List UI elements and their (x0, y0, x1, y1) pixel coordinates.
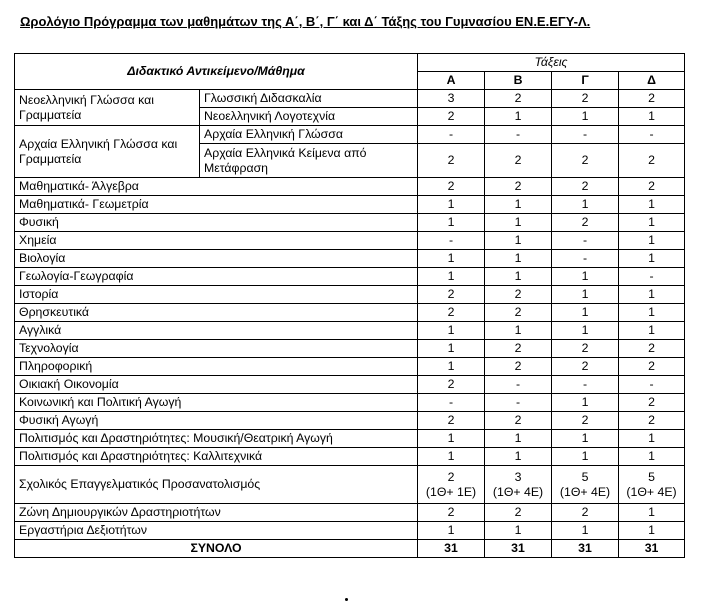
hours-cell: 2 (418, 376, 485, 394)
hours-note: (1Θ+ 4Ε) (559, 484, 611, 499)
hours-cell: 2 (552, 144, 619, 178)
hours-cell (619, 466, 685, 504)
hours-cell: 1 (485, 448, 552, 466)
subject-name: Κοινωνική και Πολιτική Αγωγή (15, 394, 418, 412)
table-row (15, 178, 685, 196)
table-row (15, 232, 685, 250)
total-cell: 31 (619, 540, 685, 558)
subject-name: Πολιτισμός και Δραστηριότητες: Καλλιτεχνικά (15, 448, 418, 466)
table-row (15, 394, 685, 412)
subject-name: Ζώνη Δημιουργικών Δραστηριοτήτων (15, 504, 418, 522)
hours-note: (1Θ+ 1Ε) (425, 484, 477, 499)
hours-cell: 1 (485, 322, 552, 340)
subject-name: Πληροφορική (15, 358, 418, 376)
hours-cell: 1 (485, 250, 552, 268)
table-row (15, 250, 685, 268)
hours-cell: 2 (485, 358, 552, 376)
hours-cell: - (485, 126, 552, 144)
classes-header: Τάξεις (418, 54, 685, 72)
table-row (15, 504, 685, 522)
table-row (15, 376, 685, 394)
sub-subject-name: Αρχαία Ελληνική Γλώσσα (200, 126, 418, 144)
table-row (15, 412, 685, 430)
hours-cell: 1 (619, 522, 685, 540)
hours-cell: 2 (485, 178, 552, 196)
hours-cell: 1 (418, 522, 485, 540)
hours-cell: 1 (552, 108, 619, 126)
subject-name: Θρησκευτικά (15, 304, 418, 322)
hours-cell: 1 (619, 196, 685, 214)
hours-cell: 2 (552, 358, 619, 376)
hours-cell: 2 (552, 178, 619, 196)
subject-name: Οικιακή Οικονομία (15, 376, 418, 394)
hours-cell: 1 (552, 430, 619, 448)
table-row (15, 430, 685, 448)
subject-name: Σχολικός Επαγγελματικός Προσανατολισμός (15, 466, 418, 504)
table-row (15, 466, 685, 504)
hours-cell: 1 (485, 196, 552, 214)
hours-cell: 1 (485, 232, 552, 250)
hours-cell: 1 (418, 358, 485, 376)
table-row (15, 268, 685, 286)
hours-cell: 1 (552, 394, 619, 412)
group-name: Νεοελληνική Γλώσσα και Γραμματεία (15, 90, 200, 126)
hours-cell (552, 466, 619, 504)
hours-cell: 2 (418, 412, 485, 430)
hours-cell: 2 (485, 286, 552, 304)
footer-dot (345, 598, 348, 601)
hours-cell: 2 (418, 304, 485, 322)
hours-cell: 2 (485, 304, 552, 322)
table-row (15, 522, 685, 540)
hours-note: (1Θ+ 4Ε) (492, 484, 544, 499)
total-label: ΣΥΝΟΛΟ (15, 540, 418, 558)
subject-name: Πολιτισμός και Δραστηριότητες: Μουσική/Θεατρική Αγωγή (15, 430, 418, 448)
hours-note: (1Θ+ 4Ε) (626, 484, 677, 499)
hours-cell: 1 (418, 448, 485, 466)
hours-cell (418, 466, 485, 504)
table-row (15, 322, 685, 340)
hours-value: 5 (581, 469, 589, 484)
hours-cell: 1 (619, 214, 685, 232)
subject-name: Μαθηματικά- Άλγεβρα (15, 178, 418, 196)
page-title: Ωρολόγιο Πρόγραμμα των μαθημάτων της Α΄, Β΄, Γ΄ και Δ΄ Τάξης του Γυμνασίου ΕΝ.Ε.ΕΓΥ-Λ. (20, 14, 591, 29)
table-row (15, 358, 685, 376)
hours-cell: - (552, 232, 619, 250)
hours-cell: 1 (485, 108, 552, 126)
hours-cell: - (418, 394, 485, 412)
hours-cell: 1 (485, 522, 552, 540)
hours-cell: 2 (485, 340, 552, 358)
subject-name: Βιολογία (15, 250, 418, 268)
hours-cell: 1 (619, 304, 685, 322)
hours-cell: - (619, 268, 685, 286)
header-row (15, 54, 685, 72)
hours-value: 5 (648, 469, 655, 484)
hours-value: 2 (447, 469, 455, 484)
hours-cell: 1 (485, 268, 552, 286)
subject-name: Εργαστήρια Δεξιοτήτων (15, 522, 418, 540)
hours-cell: 2 (485, 90, 552, 108)
hours-cell: - (619, 126, 685, 144)
subject-name: Ιστορία (15, 286, 418, 304)
table-row (15, 448, 685, 466)
hours-cell: 2 (418, 178, 485, 196)
table-row (15, 90, 685, 108)
table-row (15, 214, 685, 232)
hours-cell (485, 466, 552, 504)
subject-name: Φυσική (15, 214, 418, 232)
hours-cell: 1 (552, 286, 619, 304)
hours-cell: 2 (418, 108, 485, 126)
hours-cell: - (552, 126, 619, 144)
hours-value: 3 (514, 469, 522, 484)
hours-cell: 2 (485, 144, 552, 178)
hours-cell: 1 (619, 232, 685, 250)
hours-cell: - (418, 126, 485, 144)
hours-cell: 1 (619, 286, 685, 304)
hours-cell: 2 (552, 340, 619, 358)
class-header-g: Γ (552, 72, 619, 90)
table-row (15, 304, 685, 322)
hours-cell: 1 (619, 108, 685, 126)
hours-cell: 2 (552, 504, 619, 522)
class-header-a: Α (418, 72, 485, 90)
hours-cell: 2 (619, 90, 685, 108)
hours-cell: 3 (418, 90, 485, 108)
hours-cell: 1 (552, 522, 619, 540)
sub-subject-name: Αρχαία Ελληνικά Κείμενα από Μετάφραση (200, 144, 418, 178)
hours-cell: 1 (619, 250, 685, 268)
table-row (15, 340, 685, 358)
total-cell: 31 (485, 540, 552, 558)
class-header-d: Δ (619, 72, 685, 90)
hours-cell: 1 (418, 196, 485, 214)
hours-cell: 1 (418, 322, 485, 340)
total-row (15, 540, 685, 558)
hours-cell: - (552, 250, 619, 268)
subject-header: Διδακτικό Αντικείμενο/Μάθημα (15, 54, 418, 90)
hours-cell: 1 (418, 340, 485, 358)
hours-cell: 2 (552, 90, 619, 108)
hours-cell: 1 (418, 268, 485, 286)
hours-cell: 2 (619, 144, 685, 178)
hours-cell: 1 (619, 430, 685, 448)
hours-cell: 1 (418, 250, 485, 268)
hours-cell: 1 (485, 430, 552, 448)
hours-cell: - (485, 394, 552, 412)
hours-cell: 1 (552, 196, 619, 214)
sub-subject-name: Γλωσσική Διδασκαλία (200, 90, 418, 108)
hours-cell: 2 (485, 504, 552, 522)
class-header-b: Β (485, 72, 552, 90)
subject-name: Χημεία (15, 232, 418, 250)
hours-cell: 2 (552, 412, 619, 430)
hours-cell: 2 (418, 504, 485, 522)
table-row (15, 286, 685, 304)
hours-cell: 2 (619, 394, 685, 412)
hours-cell: 1 (552, 322, 619, 340)
hours-cell: 2 (619, 340, 685, 358)
hours-cell: - (619, 376, 685, 394)
hours-cell: 1 (619, 448, 685, 466)
hours-cell: 1 (418, 430, 485, 448)
hours-cell: 2 (418, 144, 485, 178)
subject-name: Φυσική Αγωγή (15, 412, 418, 430)
hours-cell: - (552, 376, 619, 394)
subject-name: Τεχνολογία (15, 340, 418, 358)
hours-cell: 1 (418, 214, 485, 232)
hours-cell: - (485, 376, 552, 394)
hours-cell: 2 (552, 214, 619, 232)
schedule-body (15, 54, 685, 558)
group-name: Αρχαία Ελληνική Γλώσσα και Γραμματεία (15, 126, 200, 178)
hours-cell: 2 (619, 178, 685, 196)
total-cell: 31 (552, 540, 619, 558)
hours-cell: 1 (552, 304, 619, 322)
hours-cell: 2 (418, 286, 485, 304)
hours-cell: 1 (619, 322, 685, 340)
table-row (15, 196, 685, 214)
hours-cell: 2 (619, 412, 685, 430)
schedule-table (14, 53, 685, 558)
hours-cell: 2 (619, 358, 685, 376)
subject-name: Αγγλικά (15, 322, 418, 340)
hours-cell: 1 (552, 268, 619, 286)
hours-cell: 1 (485, 214, 552, 232)
hours-cell: 1 (619, 504, 685, 522)
hours-cell: 1 (552, 448, 619, 466)
hours-cell: - (418, 232, 485, 250)
sub-subject-name: Νεοελληνική Λογοτεχνία (200, 108, 418, 126)
table-row (15, 126, 685, 144)
total-cell: 31 (418, 540, 485, 558)
subject-name: Μαθηματικά- Γεωμετρία (15, 196, 418, 214)
hours-cell: 2 (485, 412, 552, 430)
subject-name: Γεωλογία-Γεωγραφία (15, 268, 418, 286)
